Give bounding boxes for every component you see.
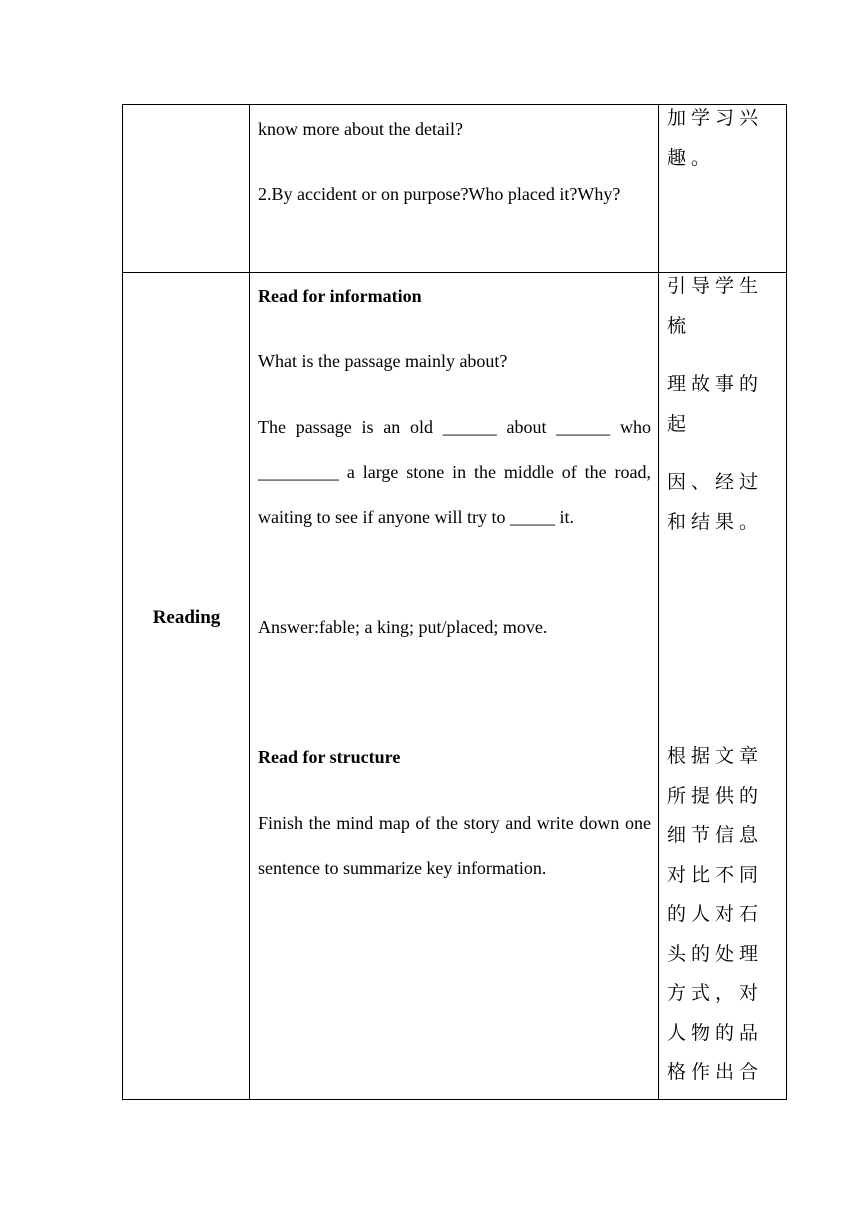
stage-label: Reading — [152, 607, 221, 628]
fill-blank-paragraph: The passage is an old ______ about ______ who _________ a large stone in the middle of the road, waiting to see if anyone will try to _____ it. — [258, 417, 651, 527]
question-2: 2.By accident or on purpose?Who placed it?Why? — [258, 184, 621, 204]
activity-line: know more about the detail? — [258, 119, 463, 139]
table-row — [123, 273, 787, 1100]
answer-text: Answer:fable; a king; put/placed; move. — [258, 617, 548, 637]
purpose-text-line: 引导学生梳 — [667, 275, 764, 337]
table-row — [123, 105, 787, 273]
purpose-text-line: 理故事的起 — [667, 373, 764, 435]
stage-cell — [123, 273, 250, 1100]
purpose-text: 根据文章所提供的细节信息对比不同的人对石头的处理方式，对人物的品格作出合 — [667, 745, 764, 1083]
lesson-plan-table — [122, 104, 787, 1100]
section-title: Read for structure — [258, 747, 401, 767]
stage-cell — [123, 105, 250, 273]
activity-cell — [250, 273, 659, 1100]
purpose-text-line: 因、经过和结果。 — [667, 471, 764, 533]
activity-cell — [250, 105, 659, 273]
purpose-text: 加学习兴趣。 — [667, 107, 764, 169]
task-paragraph: Finish the mind map of the story and write down one sentence to summarize key information. — [258, 813, 651, 878]
section-title: Read for information — [258, 286, 422, 306]
purpose-cell — [659, 273, 787, 1100]
purpose-cell — [659, 105, 787, 273]
section-question: What is the passage mainly about? — [258, 351, 508, 371]
